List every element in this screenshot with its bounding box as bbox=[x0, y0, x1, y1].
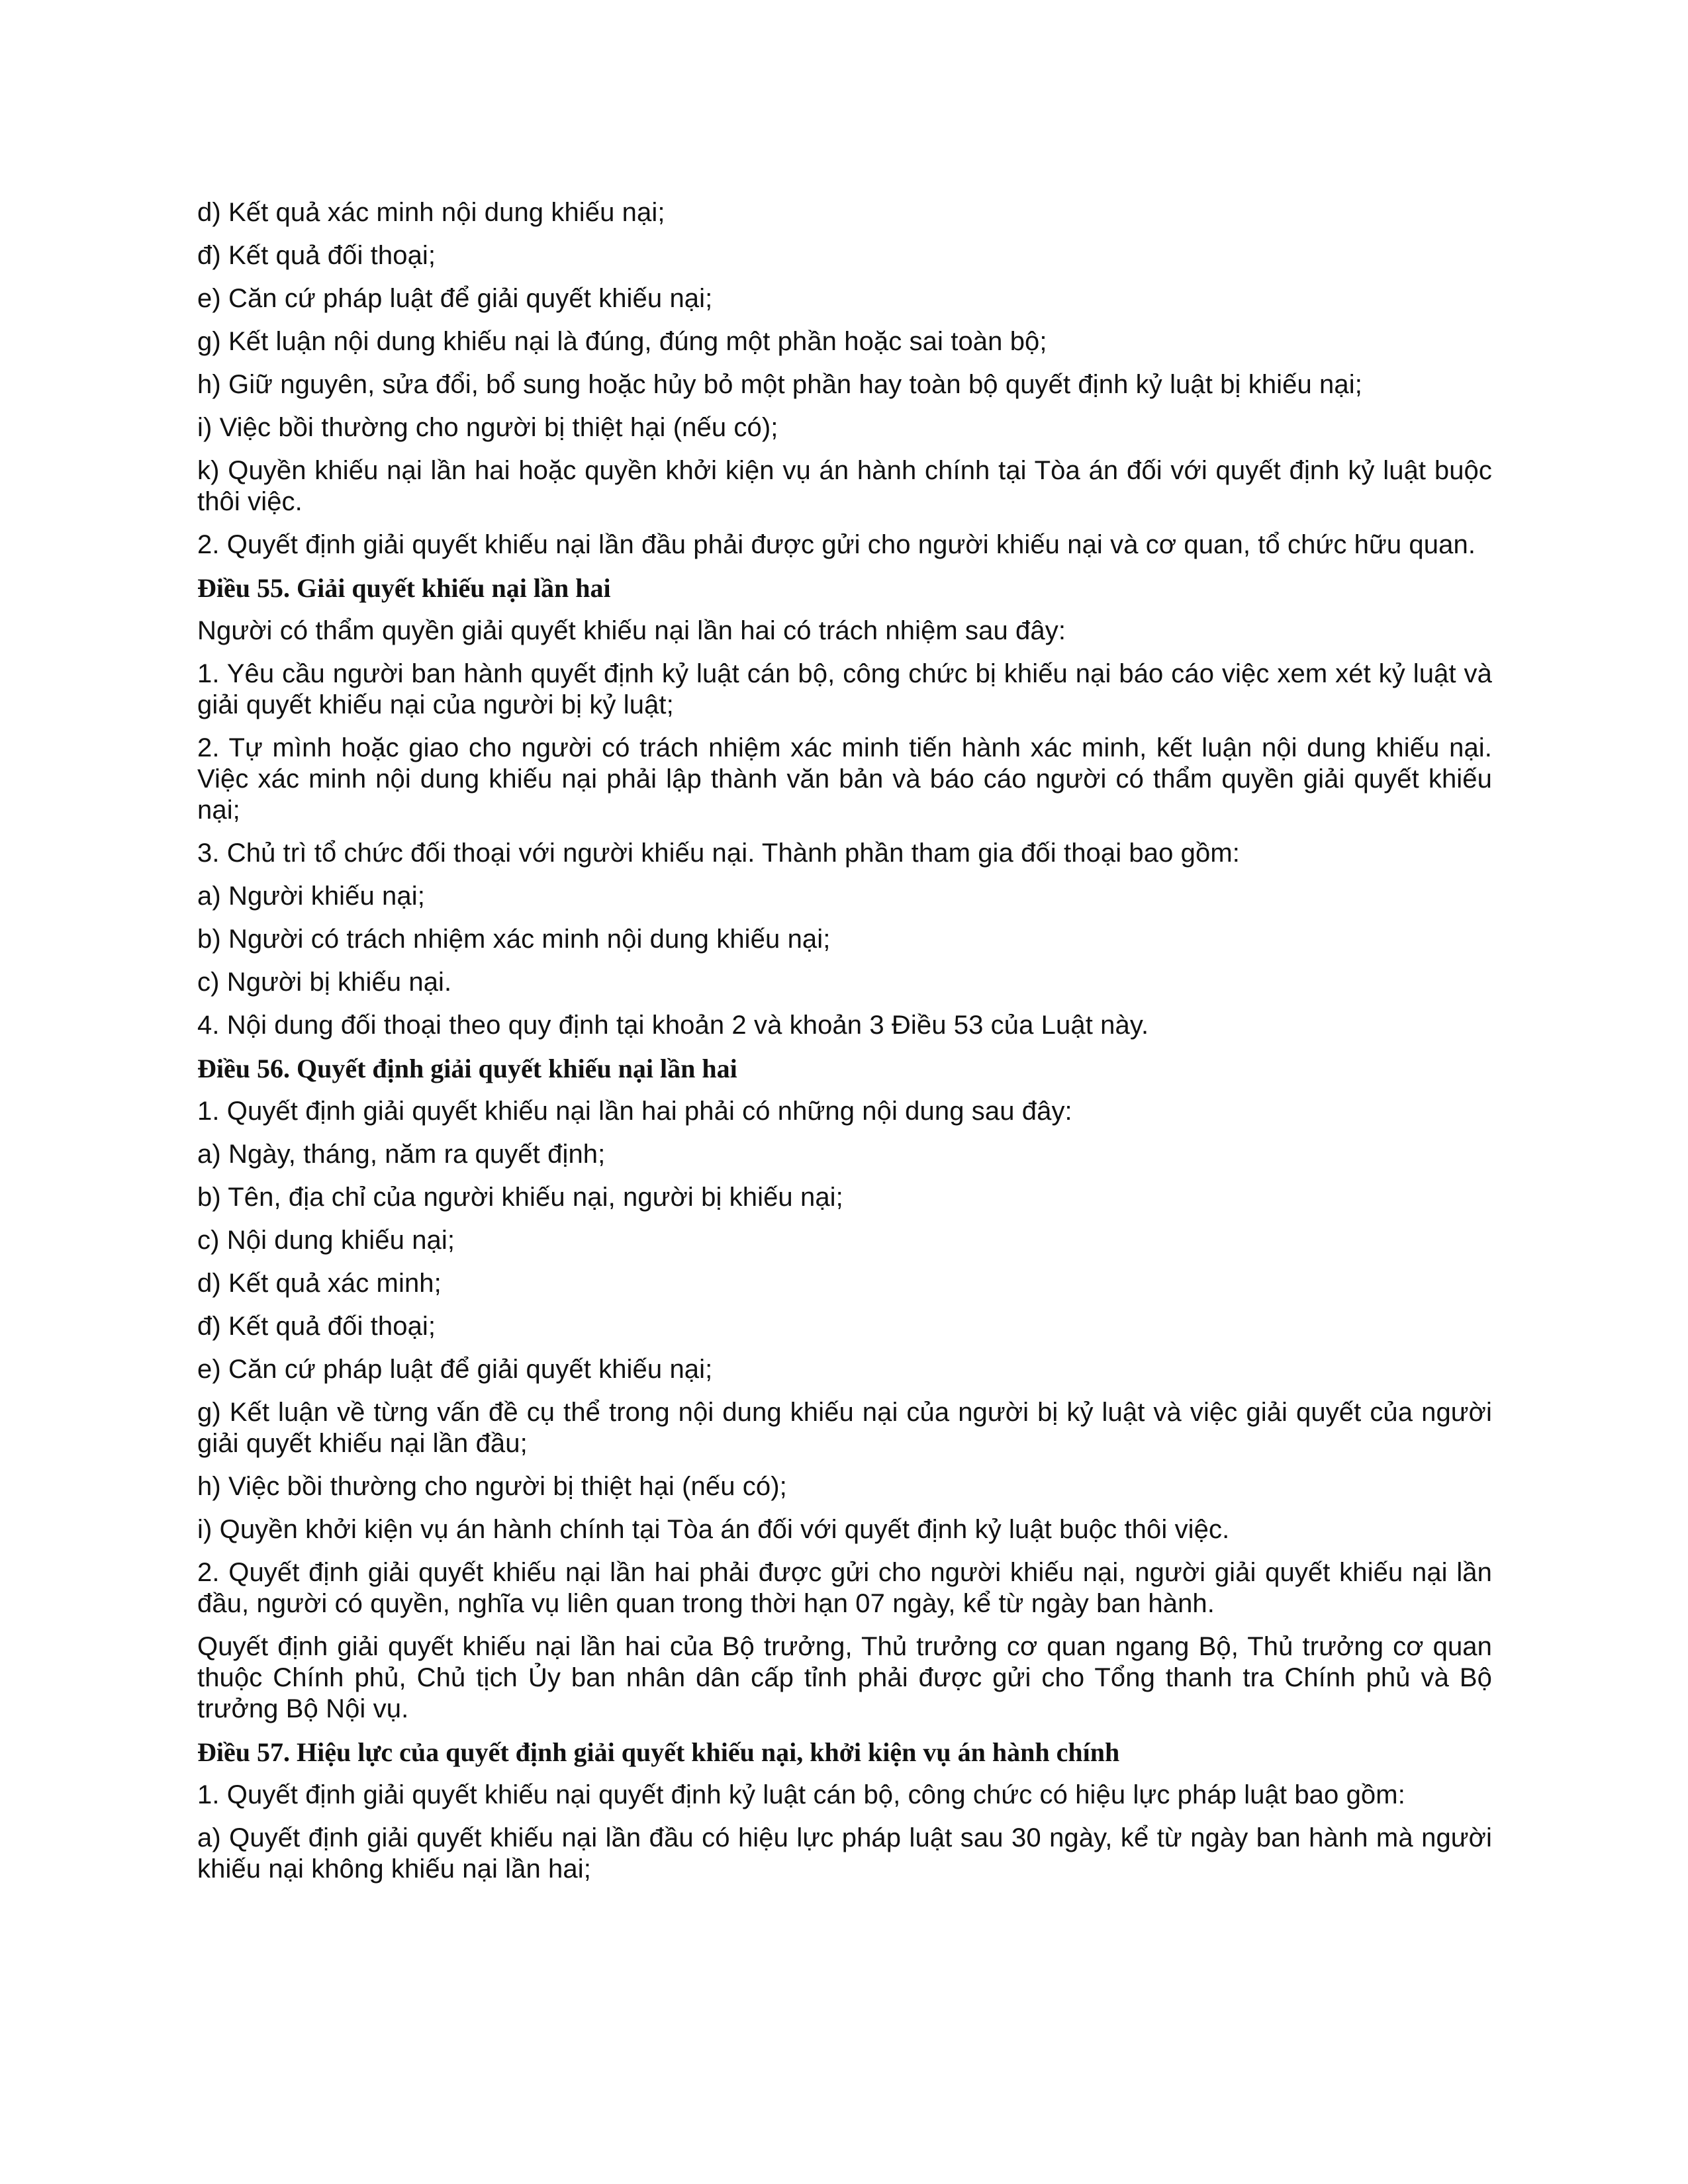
article-56-item-b: b) Tên, địa chỉ của người khiếu nại, người bị khiếu nại; bbox=[197, 1183, 843, 1212]
article-56-item-d: d) Kết quả xác minh; bbox=[197, 1269, 442, 1298]
article-55-item-a: a) Người khiếu nại; bbox=[197, 882, 425, 911]
article-55-item-c: c) Người bị khiếu nại. bbox=[197, 968, 452, 997]
article-57-heading: Điều 57. Hiệu lực của quyết định giải quyết khiếu nại, khởi kiện vụ án hành chính bbox=[197, 1737, 1120, 1767]
item-g-conclusion: g) Kết luận nội dung khiếu nại là đúng, đúng một phần hoặc sai toàn bộ; bbox=[197, 327, 1047, 356]
article-56-item-e: e) Căn cứ pháp luật để giải quyết khiếu nại; bbox=[197, 1355, 713, 1384]
article-56-heading: Điều 56. Quyết định giải quyết khiếu nại lần hai bbox=[197, 1054, 737, 1083]
article-57-clause-1: 1. Quyết định giải quyết khiếu nại quyết định kỷ luật cán bộ, công chức có hiệu lực pháp luật bao gồm: bbox=[197, 1780, 1405, 1809]
article-55-clause-2: 2. Tự mình hoặc giao cho người có trách nhiệm xác minh tiến hành xác minh, kết luận nội dung khiếu nại. Việc xác minh nội dung khiếu nại phải lập thành văn bản và báo cáo người có thẩm quyền giải quyết khiếu nại; bbox=[197, 733, 1492, 825]
article-55-heading: Điều 55. Giải quyết khiếu nại lần hai bbox=[197, 573, 611, 603]
item-e-legal-basis: e) Căn cứ pháp luật để giải quyết khiếu nại; bbox=[197, 284, 713, 313]
article-56-item-a: a) Ngày, tháng, năm ra quyết định; bbox=[197, 1140, 606, 1169]
item-h-keep-modify-cancel: h) Giữ nguyên, sửa đổi, bổ sung hoặc hủy bỏ một phần hay toàn bộ quyết định kỷ luật bị khiếu nại; bbox=[197, 370, 1362, 399]
item-dd-dialogue-result: đ) Kết quả đối thoại; bbox=[197, 241, 436, 270]
article-56-clause-1: 1. Quyết định giải quyết khiếu nại lần hai phải có những nội dung sau đây: bbox=[197, 1097, 1072, 1126]
article-55-clause-1: 1. Yêu cầu người ban hành quyết định kỷ luật cán bộ, công chức bị khiếu nại báo cáo việc xem xét kỷ luật và giải quyết khiếu nại của người bị kỷ luật; bbox=[197, 659, 1492, 719]
article-56-clause-2: 2. Quyết định giải quyết khiếu nại lần hai phải được gửi cho người khiếu nại, người giải quyết khiếu nại lần đầu, người có quyền, nghĩa vụ liên quan trong thời hạn 07 ngày, kể từ ngày ban hành. bbox=[197, 1558, 1492, 1618]
article-56-item-c: c) Nội dung khiếu nại; bbox=[197, 1226, 455, 1255]
document-page bbox=[197, 197, 1492, 1897]
article-56-item-h: h) Việc bồi thường cho người bị thiệt hại (nếu có); bbox=[197, 1472, 787, 1501]
clause-2-first-decision-delivery: 2. Quyết định giải quyết khiếu nại lần đầu phải được gửi cho người khiếu nại và cơ quan, tổ chức hữu quan. bbox=[197, 530, 1476, 559]
item-d-verification-result: d) Kết quả xác minh nội dung khiếu nại; bbox=[197, 198, 665, 227]
item-i-compensation: i) Việc bồi thường cho người bị thiệt hại (nếu có); bbox=[197, 413, 778, 442]
article-55-clause-4: 4. Nội dung đối thoại theo quy định tại khoản 2 và khoản 3 Điều 53 của Luật này. bbox=[197, 1011, 1149, 1040]
article-55-intro: Người có thẩm quyền giải quyết khiếu nại lần hai có trách nhiệm sau đây: bbox=[197, 616, 1066, 645]
article-56-item-i: i) Quyền khởi kiện vụ án hành chính tại Tòa án đối với quyết định kỷ luật buộc thôi việc. bbox=[197, 1515, 1230, 1544]
article-55-clause-3: 3. Chủ trì tổ chức đối thoại với người khiếu nại. Thành phần tham gia đối thoại bao gồm: bbox=[197, 839, 1241, 868]
article-55-item-b: b) Người có trách nhiệm xác minh nội dung khiếu nại; bbox=[197, 925, 831, 954]
article-57-item-a: a) Quyết định giải quyết khiếu nại lần đầu có hiệu lực pháp luật sau 30 ngày, kể từ ngày ban hành mà người khiếu nại không khiếu nại lần hai; bbox=[197, 1823, 1492, 1884]
item-k-second-complaint-right: k) Quyền khiếu nại lần hai hoặc quyền khởi kiện vụ án hành chính tại Tòa án đối với quyết định kỷ luật buộc thôi việc. bbox=[197, 456, 1492, 516]
article-56-item-dd: đ) Kết quả đối thoại; bbox=[197, 1312, 436, 1341]
article-56-item-g: g) Kết luận về từng vấn đề cụ thể trong nội dung khiếu nại của người bị kỷ luật và việc giải quyết của người giải quyết khiếu nại lần đầu; bbox=[197, 1398, 1492, 1458]
article-56-clause-2-continued: Quyết định giải quyết khiếu nại lần hai của Bộ trưởng, Thủ trưởng cơ quan ngang Bộ, Thủ trưởng cơ quan thuộc Chính phủ, Chủ tịch Ủy ban nhân dân cấp tỉnh phải được gửi cho Tổng thanh tra Chính phủ và Bộ trưởng Bộ Nội vụ. bbox=[197, 1632, 1492, 1723]
